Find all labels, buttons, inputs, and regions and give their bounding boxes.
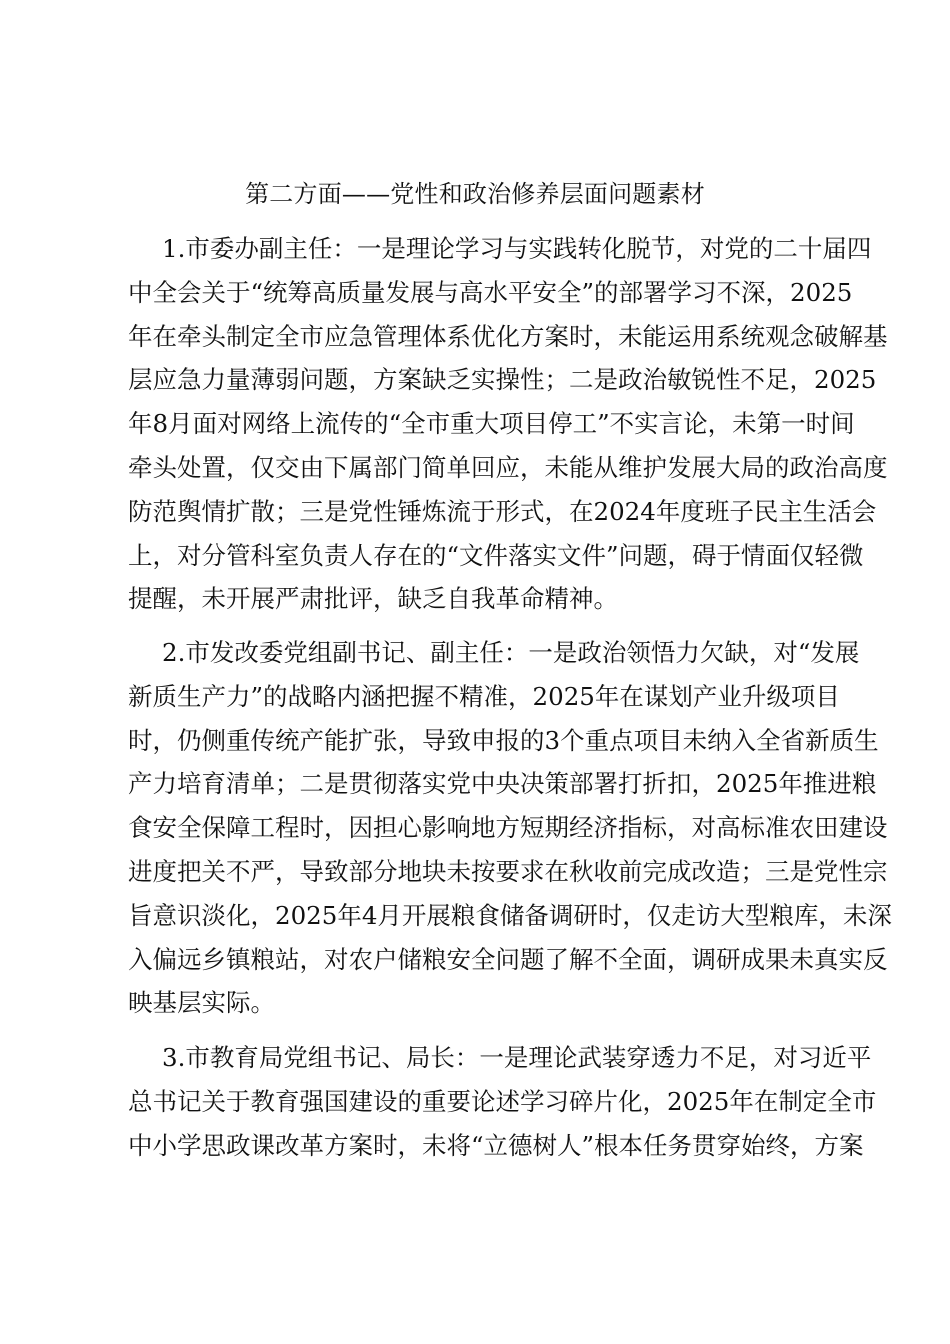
paragraph-line: 层应急力量薄弱问题，方案缺乏实操性；二是政治敏锐性不足，2025 xyxy=(128,365,877,395)
paragraph-line: 年在牵头制定全市应急管理体系优化方案时，未能运用系统观念破解基 xyxy=(128,321,888,351)
paragraph-line: 中小学思政课改革方案时，未将“立德树人”根本任务贯穿始终，方案 xyxy=(128,1130,864,1160)
paragraph-line: 3.市教育局党组书记、局长：一是理论武装穿透力不足，对习近平 xyxy=(162,1043,872,1072)
paragraph-line: 牵头处置，仅交由下属部门简单回应，未能从维护发展大局的政治高度 xyxy=(128,452,888,482)
paragraph-line: 映基层实际。 xyxy=(128,988,275,1018)
paragraph-line: 入偏远乡镇粮站，对农户储粮安全问题了解不全面，调研成果未真实反 xyxy=(128,944,888,974)
paragraph-line: 上，对分管科室负责人存在的“文件落实文件”问题，碍于情面仅轻微 xyxy=(128,540,864,570)
paragraph-line: 防范舆情扩散；三是党性锤炼流于形式，在2024年度班子民主生活会 xyxy=(128,496,877,526)
paragraph-line: 总书记关于教育强国建设的重要论述学习碎片化，2025年在制定全市 xyxy=(128,1086,877,1116)
paragraph-3 xyxy=(128,1036,877,1167)
paragraph-2 xyxy=(128,631,892,1025)
paragraph-1 xyxy=(128,227,888,621)
document-title: 第二方面——党性和政治修养层面问题素材 xyxy=(245,180,705,208)
paragraph-line: 1.市委办副主任：一是理论学习与实践转化脱节，对党的二十届四 xyxy=(162,234,872,263)
paragraph-line: 提醒，未开展严肃批评，缺乏自我革命精神。 xyxy=(128,584,618,614)
paragraph-line: 食安全保障工程时，因担心影响地方短期经济指标，对高标准农田建设 xyxy=(128,813,888,843)
paragraph-line: 进度把关不严，导致部分地块未按要求在秋收前完成改造；三是党性宗 xyxy=(128,856,888,886)
paragraph-line: 时，仍侧重传统产能扩张，导致申报的3个重点项目未纳入全省新质生 xyxy=(128,725,879,755)
paragraph-line: 2.市发改委党组副书记、副主任：一是政治领悟力欠缺，对“发展 xyxy=(162,638,860,667)
paragraph-line: 年8月面对网络上流传的“全市重大项目停工”不实言论，未第一时间 xyxy=(128,409,855,439)
paragraph-line: 产力培育清单；二是贯彻落实党中央决策部署打折扣，2025年推进粮 xyxy=(128,769,877,799)
paragraph-line: 旨意识淡化，2025年4月开展粮食储备调研时，仅走访大型粮库，未深 xyxy=(128,900,892,930)
paragraph-line: 新质生产力”的战略内涵把握不精准，2025年在谋划产业升级项目 xyxy=(128,681,840,711)
paragraph-line: 中全会关于“统筹高质量发展与高水平安全”的部署学习不深，2025 xyxy=(128,277,853,307)
